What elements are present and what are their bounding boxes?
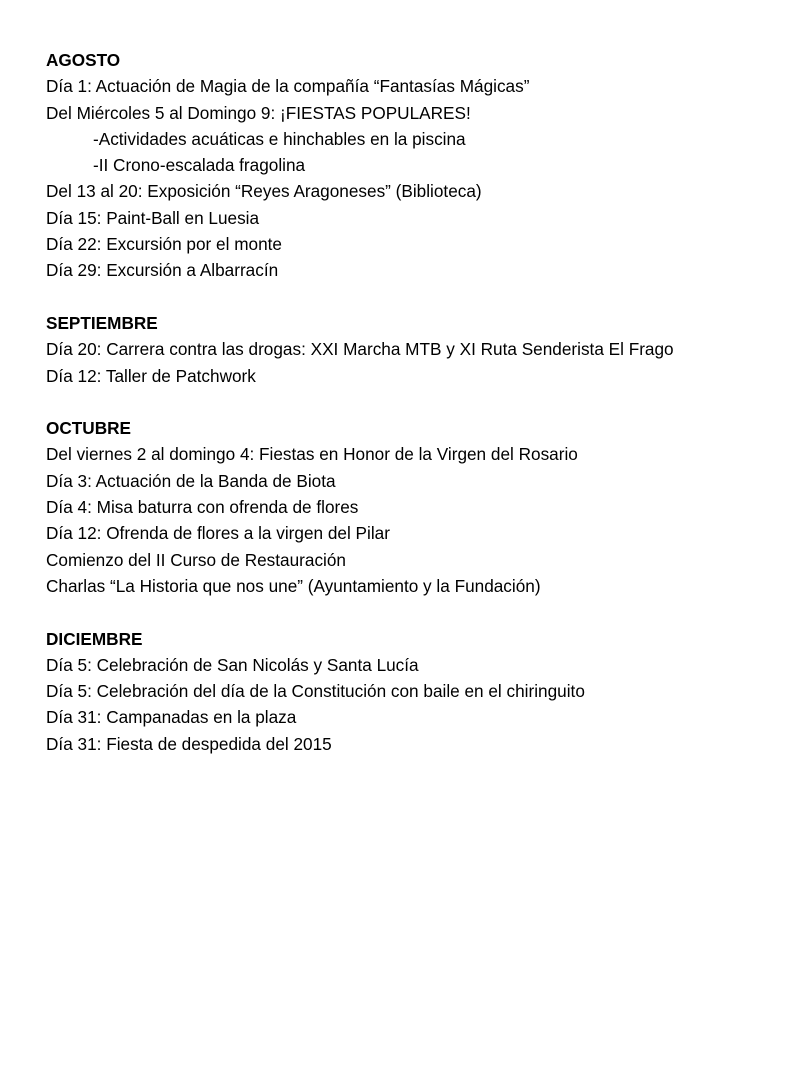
event-subline: -Actividades acuáticas e hinchables en la piscina xyxy=(93,128,466,149)
event-line: Día 29: Excursión a Albarracín xyxy=(46,260,279,281)
section-heading: AGOSTO xyxy=(46,50,121,70)
event-line: Día 20: Carrera contra las drogas: XXI Marcha MTB y XI Ruta Senderista El Frago xyxy=(46,339,674,360)
section-heading: DICIEMBRE xyxy=(46,628,143,649)
event-line: Día 15: Paint-Ball en Luesia xyxy=(46,207,260,228)
document-page xyxy=(46,47,775,783)
event-line: Día 1: Actuación de Magia de la compañía “Fantasías Mágicas” xyxy=(46,76,530,97)
event-line: Día 22: Excursión por el monte xyxy=(46,234,282,255)
event-line: Día 4: Misa baturra con ofrenda de flores xyxy=(46,497,359,518)
event-line: Comienzo del II Curso de Restauración xyxy=(46,549,346,570)
section-heading: OCTUBRE xyxy=(46,418,131,439)
event-line: Del viernes 2 al domingo 4: Fiestas en Honor de la Virgen del Rosario xyxy=(46,444,578,465)
event-line: Día 12: Ofrenda de flores a la virgen del Pilar xyxy=(46,523,390,544)
event-line: Del Miércoles 5 al Domingo 9: ¡FIESTAS POPULARES! xyxy=(46,102,471,123)
event-line: Charlas “La Historia que nos une” (Ayuntamiento y la Fundación) xyxy=(46,575,541,596)
event-line: Día 5: Celebración del día de la Constitución con baile en el chiringuito xyxy=(46,681,585,702)
event-line: Día 31: Fiesta de despedida del 2015 xyxy=(46,733,332,754)
event-line: Del 13 al 20: Exposición “Reyes Aragoneses” (Biblioteca) xyxy=(46,181,482,202)
section-septiembre xyxy=(46,310,775,389)
section-heading: SEPTIEMBRE xyxy=(46,312,158,333)
event-subline: -II Crono-escalada fragolina xyxy=(93,155,306,176)
event-line: Día 31: Campanadas en la plaza xyxy=(46,707,297,728)
event-line: Día 12: Taller de Patchwork xyxy=(46,365,256,386)
section-octubre xyxy=(46,415,775,599)
section-agosto xyxy=(46,47,775,284)
event-line: Día 5: Celebración de San Nicolás y Santa Lucía xyxy=(46,654,419,675)
section-diciembre xyxy=(46,626,775,757)
event-line: Día 3: Actuación de la Banda de Biota xyxy=(46,470,336,491)
